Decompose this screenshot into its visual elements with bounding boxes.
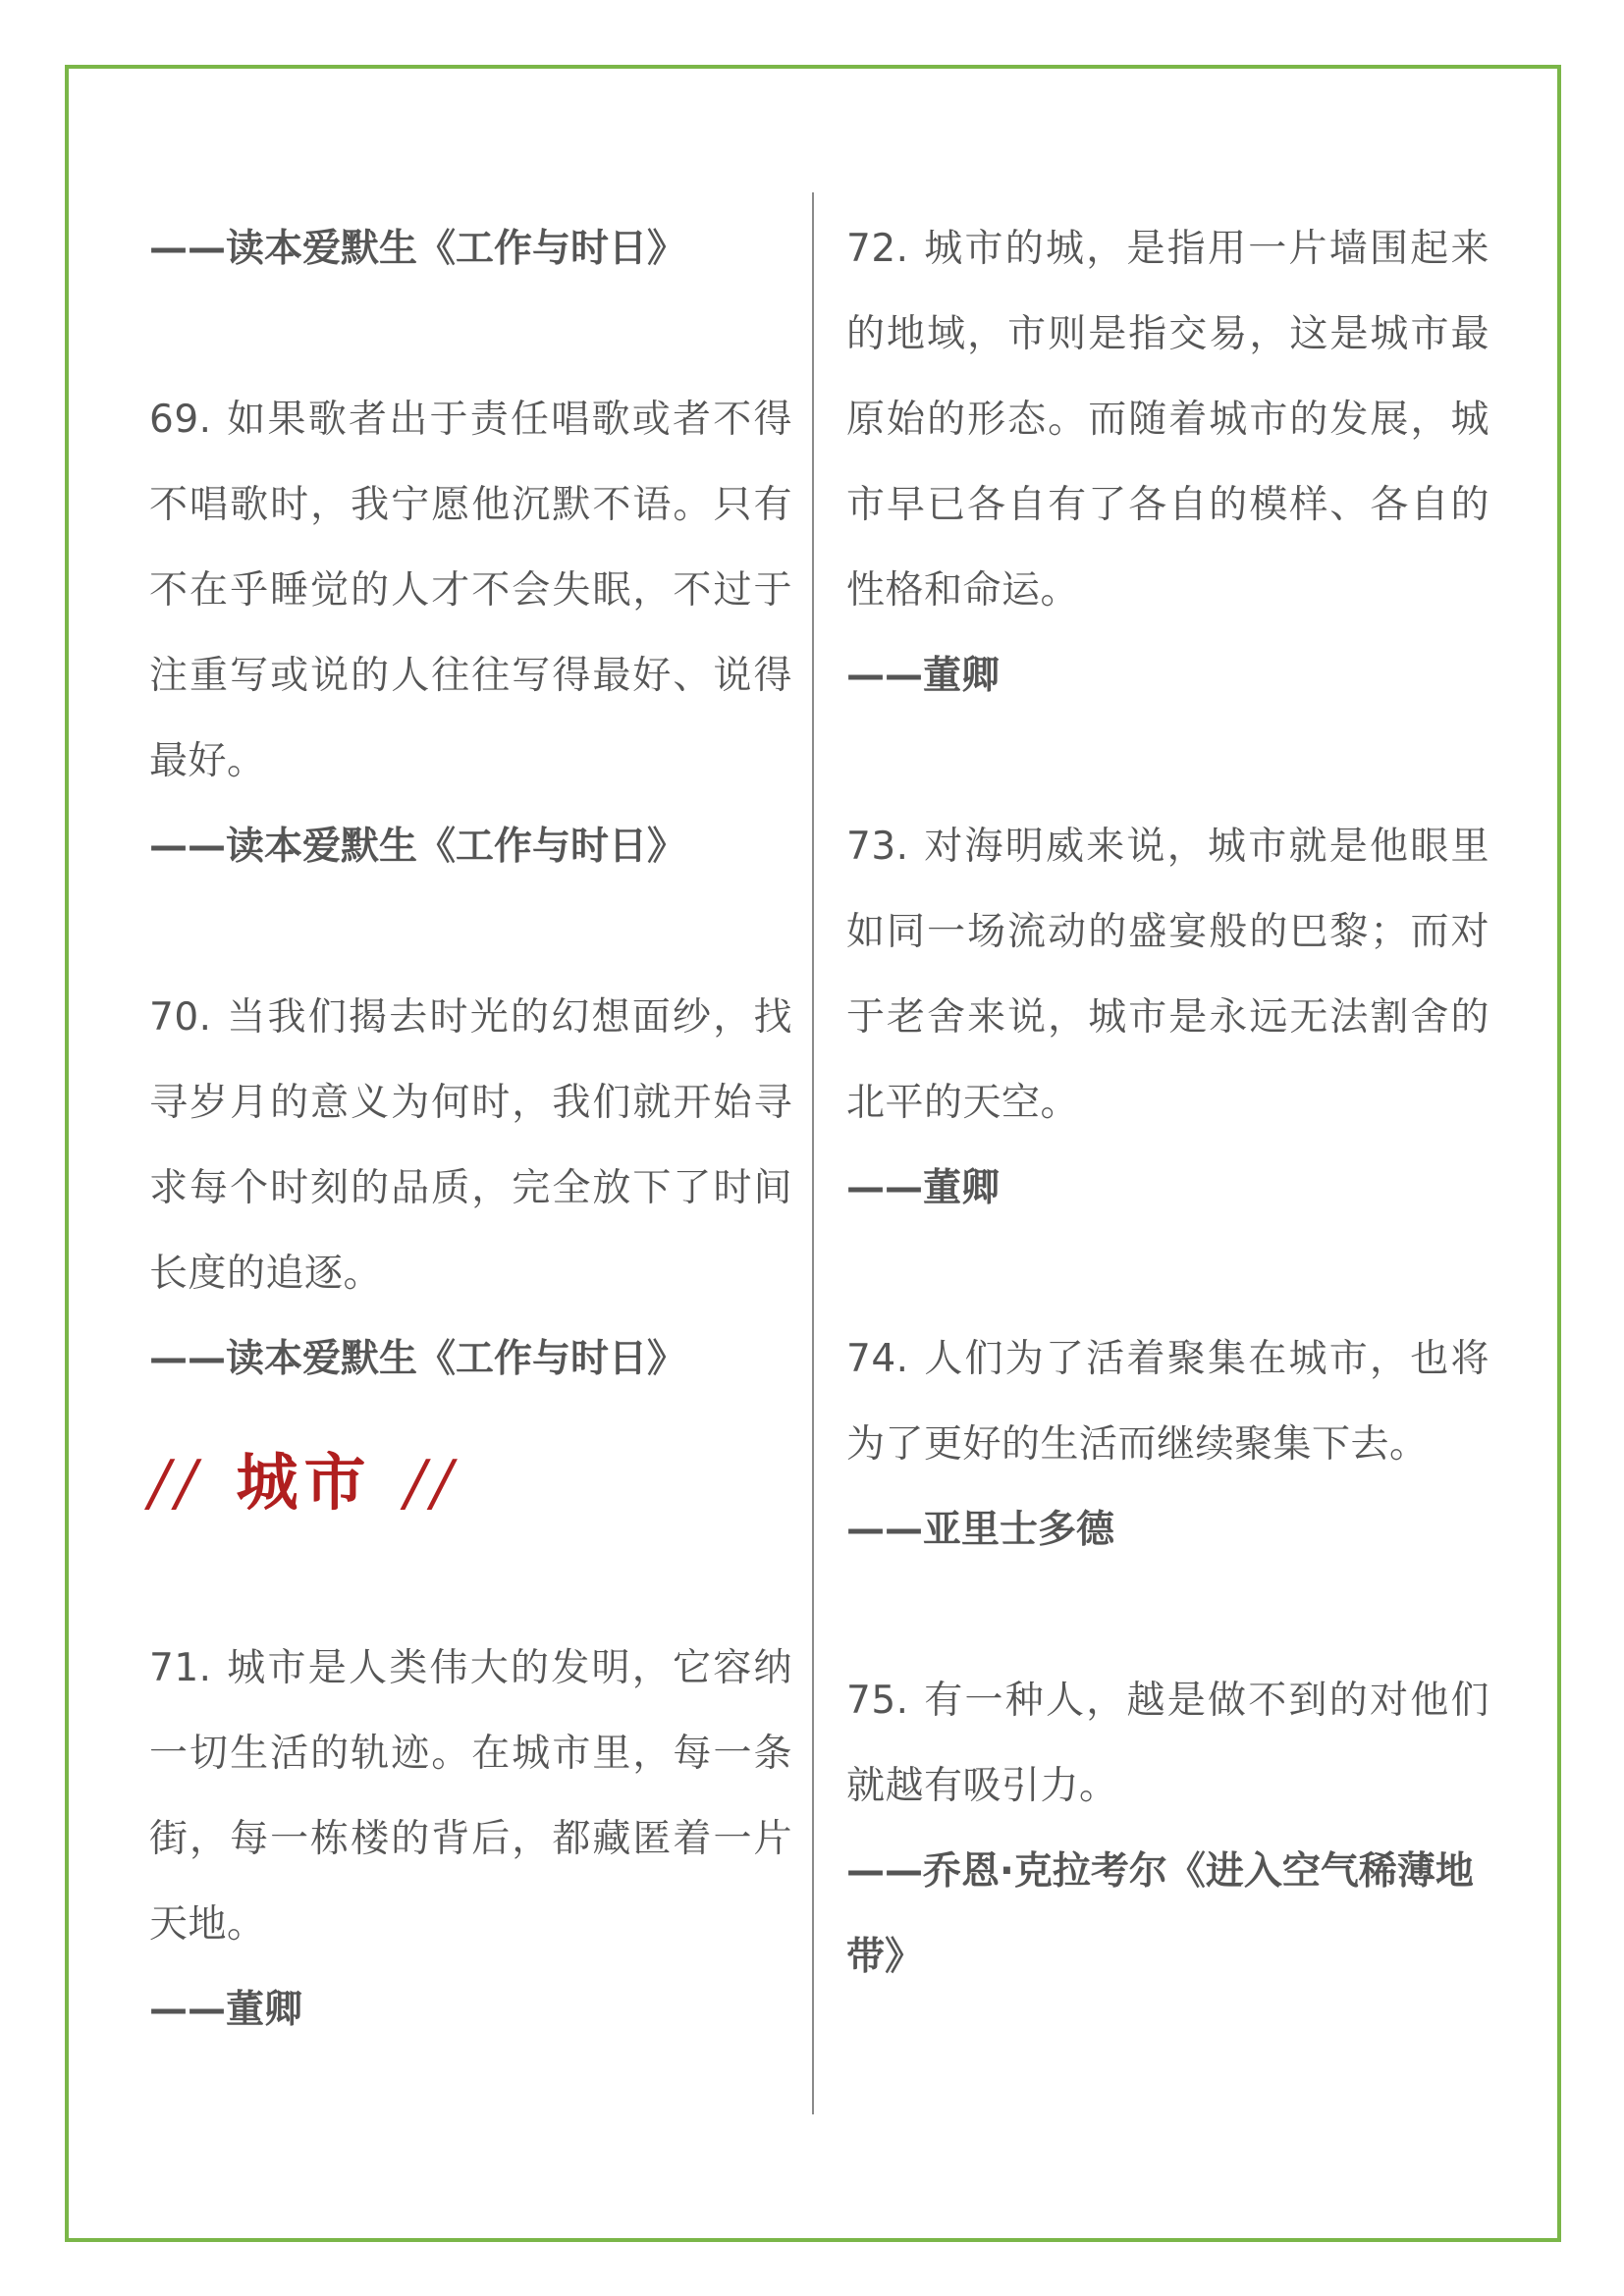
quote-text: [846, 804, 1489, 1146]
quote-body: 当我们揭去时光的幻想面纱，找寻岁月的意义为何时，我们就开始寻求每个时刻的品质，完全放下了时间长度的追逐。: [149, 995, 792, 1296]
quote-number: 69.: [149, 398, 212, 442]
quote-author: ——董卿: [846, 654, 1001, 698]
heading-slash-left: //: [149, 1447, 203, 1519]
quote-text: [846, 1658, 1489, 1829]
section-heading-city: [149, 1429, 792, 1537]
quote-body: 对海明威来说，城市就是他眼里如同一场流动的盛宴般的巴黎；而对于老舍来说，城市是永远无法割舍的北平的天空。: [846, 825, 1489, 1125]
quote-text: [149, 1626, 792, 1967]
quote-text: [149, 975, 792, 1316]
quote-74: [846, 1316, 1489, 1573]
quote-number: 75.: [846, 1679, 909, 1723]
quote-author: ——读本爱默生《工作与时日》: [149, 1337, 686, 1381]
quote-73: [846, 804, 1489, 1231]
quote-author: ——亚里士多德: [846, 1508, 1115, 1552]
quote-body: 城市的城，是指用一片墙围起来的地域，市则是指交易，这是城市最原始的形态。而随着城市的发展，城市早已各自有了各自的模样、各自的性格和命运。: [846, 227, 1489, 613]
heading-title: 城市: [236, 1447, 372, 1519]
quote-number: 73.: [846, 825, 909, 869]
quote-author: ——乔恩·克拉考尔《进入空气稀薄地带》: [846, 1849, 1474, 1979]
quote-70: [149, 975, 792, 1402]
quote-body: 人们为了活着聚集在城市，也将为了更好的生活而继续聚集下去。: [846, 1337, 1489, 1467]
quote-number: 71.: [149, 1646, 212, 1690]
quote-author: ——董卿: [846, 1166, 1001, 1210]
quote-number: 72.: [846, 227, 909, 271]
quote-number: 74.: [846, 1337, 909, 1381]
quote-71: [149, 1626, 792, 2053]
quote-72: [846, 206, 1489, 719]
quote-author: ——读本爱默生《工作与时日》: [149, 825, 686, 869]
quote-body: 有一种人，越是做不到的对他们就越有吸引力。: [846, 1679, 1489, 1808]
column-divider: [812, 192, 814, 2114]
right-column: [846, 206, 1489, 2000]
heading-slash-right: //: [405, 1447, 459, 1519]
quote-body: 如果歌者出于责任唱歌或者不得不唱歌时，我宁愿他沉默不语。只有不在乎睡觉的人才不会失眠，不过于注重写或说的人往往写得最好、说得最好。: [149, 398, 792, 783]
quote-author: ——董卿: [149, 1988, 303, 2032]
quote-69: [149, 377, 792, 889]
quote-number: 70.: [149, 995, 212, 1040]
quote-75: [846, 1658, 1489, 2000]
quote-text: [846, 1316, 1489, 1487]
quote-text: [149, 377, 792, 804]
left-column: [149, 206, 792, 2053]
quote-author: ——读本爱默生《工作与时日》: [149, 227, 686, 271]
quote-text: [846, 206, 1489, 633]
quote-body: 城市是人类伟大的发明，它容纳一切生活的轨迹。在城市里，每一条街，每一栋楼的背后，都藏匿着一片天地。: [149, 1646, 792, 1947]
